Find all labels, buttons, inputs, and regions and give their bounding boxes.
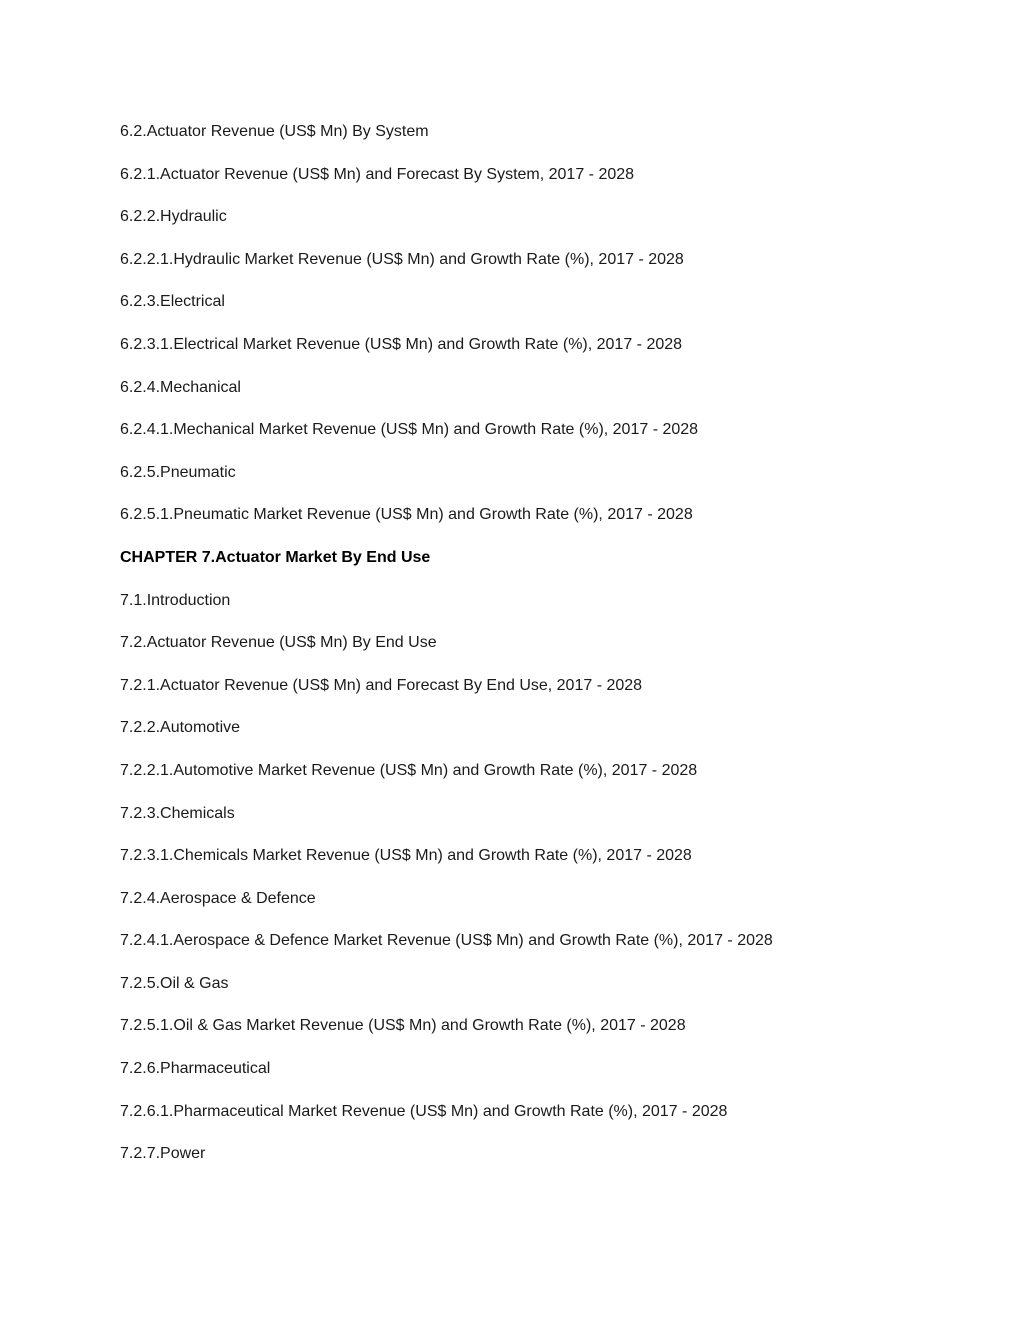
toc-entry: 7.2.2.Automotive bbox=[120, 719, 241, 737]
toc-entry: 6.2.3.Electrical bbox=[120, 293, 225, 311]
chapter-heading: CHAPTER 7.Actuator Market By End Use bbox=[120, 548, 431, 566]
toc-entry: 6.2.5.Pneumatic bbox=[120, 463, 236, 481]
toc-entry: 7.2.Actuator Revenue (US$ Mn) By End Use bbox=[120, 634, 437, 652]
toc-entry: 7.2.2.1.Automotive Market Revenue (US$ Mn) and Growth Rate (%), 2017 - 2028 bbox=[120, 761, 698, 779]
toc-entry: 7.2.6.1.Pharmaceutical Market Revenue (US$ Mn) and Growth Rate (%), 2017 - 2028 bbox=[120, 1102, 728, 1120]
toc-entry: 7.2.1.Actuator Revenue (US$ Mn) and Forecast By End Use, 2017 - 2028 bbox=[120, 676, 643, 694]
toc-entry: 7.1.Introduction bbox=[120, 591, 231, 609]
toc-entry: 6.2.2.Hydraulic bbox=[120, 208, 227, 226]
toc-entry: 6.2.3.1.Electrical Market Revenue (US$ Mn) and Growth Rate (%), 2017 - 2028 bbox=[120, 335, 683, 353]
toc-entry: 6.2.2.1.Hydraulic Market Revenue (US$ Mn) and Growth Rate (%), 2017 - 2028 bbox=[120, 250, 684, 268]
toc-entry: 6.2.4.Mechanical bbox=[120, 378, 241, 396]
toc-entry: 6.2.5.1.Pneumatic Market Revenue (US$ Mn) and Growth Rate (%), 2017 - 2028 bbox=[120, 506, 693, 524]
table-of-contents bbox=[120, 120, 980, 1185]
toc-entry: 6.2.1.Actuator Revenue (US$ Mn) and Forecast By System, 2017 - 2028 bbox=[120, 165, 635, 183]
toc-entry: 6.2.4.1.Mechanical Market Revenue (US$ Mn) and Growth Rate (%), 2017 - 2028 bbox=[120, 421, 699, 439]
toc-entry: 7.2.4.1.Aerospace & Defence Market Revenue (US$ Mn) and Growth Rate (%), 2017 - 2028 bbox=[120, 932, 773, 950]
toc-entry: 7.2.7.Power bbox=[120, 1145, 206, 1163]
toc-entry: 7.2.3.1.Chemicals Market Revenue (US$ Mn) and Growth Rate (%), 2017 - 2028 bbox=[120, 847, 692, 865]
toc-entry: 7.2.5.Oil & Gas bbox=[120, 974, 229, 992]
toc-entry: 6.2.Actuator Revenue (US$ Mn) By System bbox=[120, 123, 429, 140]
toc-entry: 7.2.6.Pharmaceutical bbox=[120, 1060, 271, 1078]
toc-entry: 7.2.3.Chemicals bbox=[120, 804, 235, 822]
toc-entry: 7.2.5.1.Oil & Gas Market Revenue (US$ Mn) and Growth Rate (%), 2017 - 2028 bbox=[120, 1017, 686, 1035]
toc-entry: 7.2.4.Aerospace & Defence bbox=[120, 889, 316, 907]
